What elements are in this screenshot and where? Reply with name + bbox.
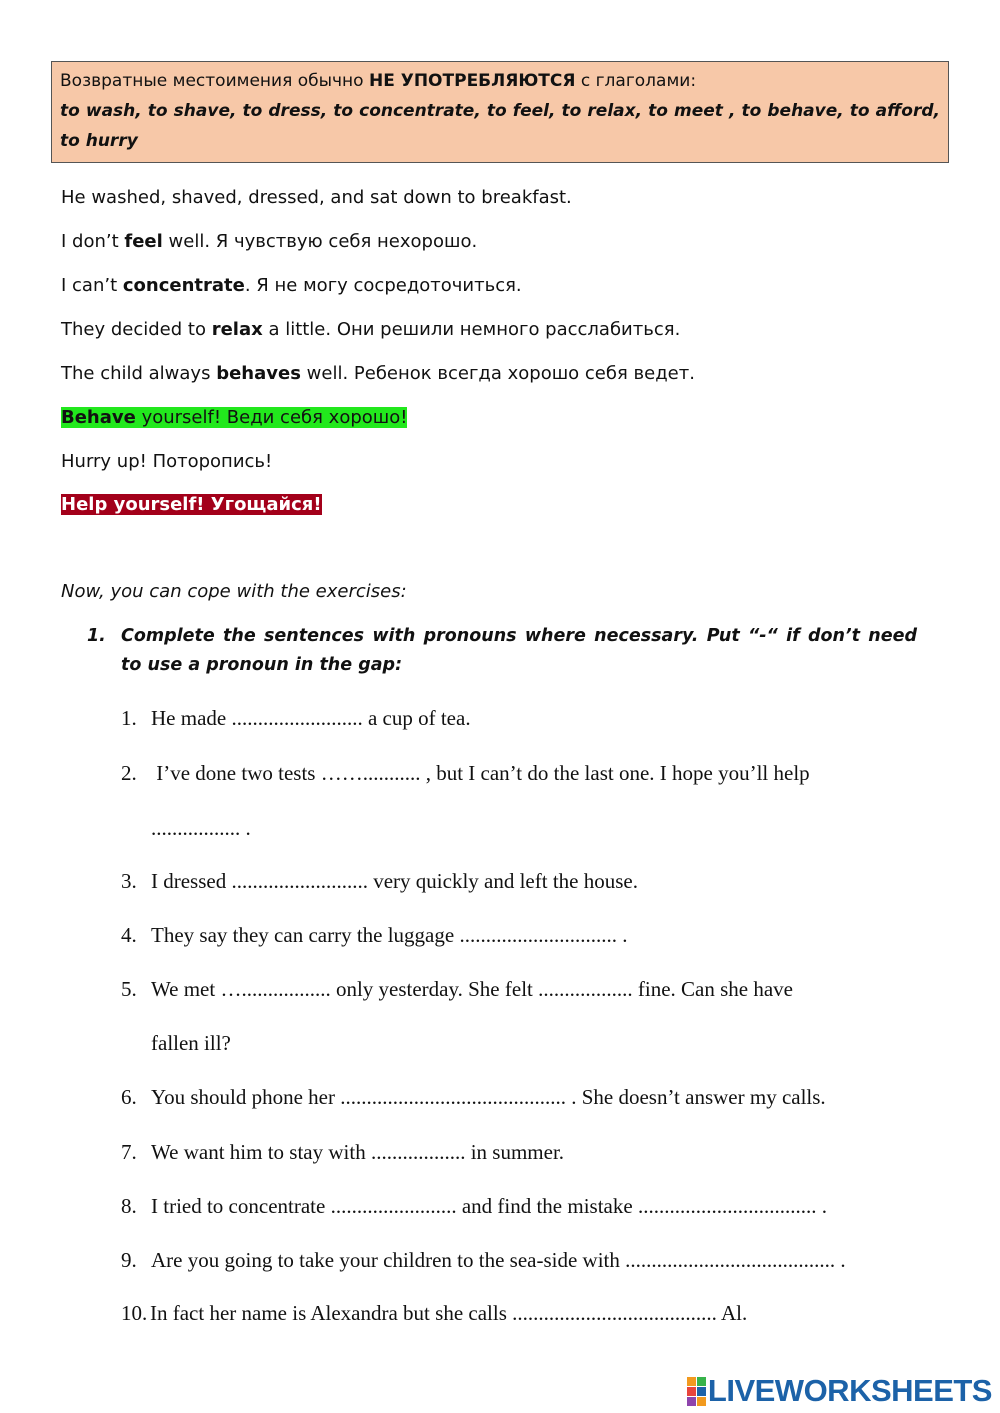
exercise-sentence[interactable]: They say they can carry the luggage .............................. . (151, 923, 628, 947)
task-instruction (87, 622, 917, 680)
exercise-sentence[interactable]: We want him to stay with .................. in summer. (151, 1140, 565, 1164)
exercise-item: 5. We met …................. only yesterday. She felt .................. fine. Can she have (121, 977, 793, 1001)
exercise-item: 2. I’ve done two tests ……........... , but I can’t do the last one. I hope you’ll help (121, 761, 810, 785)
exercise-sentence[interactable]: In fact her name is Alexandra but she calls ....................................... Al. (150, 1301, 748, 1325)
example-2: I don’t feel well. Я чувствую себя нехорошо. (61, 231, 478, 252)
exercise-item: 4. They say they can carry the luggage .............................. . (121, 923, 628, 947)
exercise-sentence[interactable]: We met …................. only yesterday. She felt .................. fine. Can she have (151, 977, 793, 1001)
exercise-continuation: fallen ill? (151, 1031, 231, 1055)
exercise-item: 10. In fact her name is Alexandra but she calls ....................................... Al. (121, 1301, 748, 1325)
logo-text: LIVEWORKSHEETS (707, 1373, 992, 1408)
rule-box (51, 61, 949, 163)
exercise-item: 6. You should phone her ........................................... . She doesn’t answer my calls. (121, 1085, 826, 1109)
rule-heading: Возвратные местоимения обычно НЕ УПОТРЕБЛЯЮТСЯ с глаголами: (60, 71, 697, 91)
example-4: They decided to relax a little. Они решили немного расслабиться. (61, 319, 681, 340)
exercise-item: 3. I dressed .......................... very quickly and left the house. (121, 869, 638, 893)
liveworksheets-logo[interactable] (687, 1374, 992, 1408)
highlight-red: Help yourself! Угощайся! (61, 494, 322, 515)
task-number: 1. (87, 626, 106, 646)
exercise-item: 8. I tried to concentrate ........................ and find the mistake .................................. . (121, 1194, 827, 1218)
example-5: The child always behaves well. Ребенок всегда хорошо себя ведет. (61, 363, 695, 384)
example-7: Hurry up! Поторопись! (61, 451, 273, 472)
exercise-sentence[interactable]: He made ......................... a cup of tea. (151, 706, 471, 730)
exercise-sentence[interactable]: You should phone her ........................................... . She doesn’t answer my calls. (151, 1085, 826, 1109)
example-3: I can’t concentrate. Я не могу сосредоточиться. (61, 275, 522, 296)
example-1: He washed, shaved, dressed, and sat down to breakfast. (61, 187, 572, 208)
exercise-sentence[interactable]: Are you going to take your children to the sea-side with ........................................ . (151, 1248, 846, 1272)
exercise-item: 1. He made ......................... a cup of tea. (121, 706, 471, 730)
exercise-sentence[interactable]: I dressed .......................... very quickly and left the house. (151, 869, 638, 893)
exercise-item: 7. We want him to stay with .................. in summer. (121, 1140, 565, 1164)
rule-emphasis: НЕ УПОТРЕБЛЯЮТСЯ (368, 71, 576, 91)
task-text: Complete the sentences with pronouns where necessary. Put “-“ if don’t need to use a pronoun in the gap: (121, 626, 917, 675)
rule-verbs: to wash, to shave, to dress, to concentrate, to feel, to relax, to meet , to behave, to afford, to hurry (60, 101, 940, 151)
exercise-sentence[interactable]: I’ve done two tests ……........... , but I can’t do the last one. I hope you’ll help (151, 761, 810, 785)
highlight-green: Behave yourself! Веди себя хорошо! (61, 407, 408, 428)
logo-mark-icon (687, 1377, 706, 1406)
intro-text: Now, you can cope with the exercises: (61, 581, 407, 602)
example-6 (61, 406, 407, 430)
example-8 (61, 493, 322, 517)
exercise-item: 9. Are you going to take your children to the sea-side with ........................................ . (121, 1248, 846, 1272)
exercise-continuation[interactable]: ................. . (151, 816, 251, 840)
exercise-sentence[interactable]: I tried to concentrate ........................ and find the mistake .................................. . (151, 1194, 827, 1218)
